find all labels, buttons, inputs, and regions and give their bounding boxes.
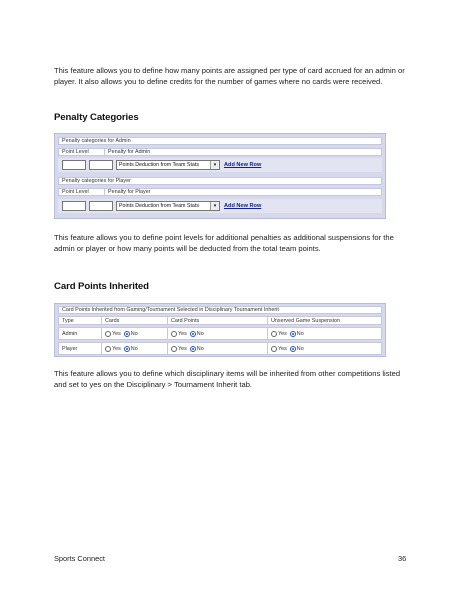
radio-label: No [130, 345, 138, 352]
admin-card-points-radios [168, 328, 268, 339]
admin-penalty-header [58, 148, 382, 156]
radio-label: Yes [178, 330, 187, 337]
player-penalty-select[interactable] [116, 201, 220, 211]
admin-unserved-radios [268, 328, 381, 339]
radio-label: No [296, 345, 304, 352]
admin-unserved-no-radio[interactable] [290, 331, 296, 337]
row-type-label: Admin [59, 328, 102, 339]
player-col-point-level: Point Level [59, 189, 105, 195]
player-unserved-no-radio[interactable] [290, 346, 296, 352]
radio-label: Yes [278, 330, 287, 337]
admin-col-point-level: Point Level [59, 149, 105, 155]
admin-penalty-select-value: Points Deduction from Team Stats [119, 162, 199, 168]
player-cards-no-radio[interactable] [124, 346, 130, 352]
player-point-level-input-2[interactable] [89, 201, 113, 211]
admin-penalty-select[interactable] [116, 160, 220, 170]
radio-label: No [296, 330, 304, 337]
player-unserved-yes-radio[interactable] [271, 346, 277, 352]
player-card-points-no-radio[interactable] [190, 346, 196, 352]
admin-penalty-input-row [58, 158, 382, 172]
chevron-down-icon: ▾ [210, 202, 219, 210]
radio-label: Yes [178, 345, 187, 352]
card-points-title: Card Points Inherited from Gaming/Tournament Selected in Disciplinary Tournament Inherit [58, 306, 382, 314]
row-type-label: Player [59, 343, 102, 354]
radio-label: Yes [112, 345, 121, 352]
admin-point-level-input-1[interactable] [62, 160, 86, 170]
card-points-row-admin [58, 327, 382, 340]
player-card-points-yes-radio[interactable] [171, 346, 177, 352]
chevron-down-icon: ▾ [210, 161, 219, 169]
inherit-paragraph: This feature allows you to define which disciplinary items will be inherited from other competitions listed and set to yes on the Disciplinary > Tournament Inherit tab. [54, 369, 401, 389]
player-add-new-row-link[interactable]: Add New Row [224, 203, 262, 209]
player-point-level-input-1[interactable] [62, 201, 86, 211]
player-penalty-title [58, 177, 382, 185]
admin-cards-yes-radio[interactable] [105, 331, 111, 337]
footer-brand: Sports Connect [54, 554, 105, 563]
card-points-heading: Card Points Inherited [54, 281, 149, 292]
player-penalty-header [58, 188, 382, 196]
radio-label: No [130, 330, 138, 337]
admin-add-new-row-link[interactable]: Add New Row [224, 162, 262, 168]
col-cards: Cards [102, 317, 168, 324]
admin-cards-no-radio[interactable] [124, 331, 130, 337]
player-unserved-radios [268, 343, 381, 354]
player-cards-yes-radio[interactable] [105, 346, 111, 352]
penalty-categories-heading: Penalty Categories [54, 112, 139, 123]
col-card-points: Card Points [168, 317, 268, 324]
admin-penalty-title-text: Penalty categories for Admin [62, 138, 131, 144]
player-cards-radios [102, 343, 168, 354]
penalty-paragraph: This feature allows you to define point levels for additional penalties as additional suspensions for the admin or player or how many points will be deducted from the total team points. [54, 233, 394, 253]
card-points-row-player [58, 342, 382, 355]
radio-label: No [196, 330, 204, 337]
col-unserved-suspension: Unserved Game Suspension [271, 317, 340, 324]
footer-page-number: 36 [398, 554, 407, 563]
admin-penalty-title [58, 137, 382, 145]
radio-label: No [196, 345, 204, 352]
card-points-header-row [58, 316, 382, 325]
player-col-penalty: Penalty for Player [108, 189, 151, 195]
intro-paragraph: This feature allows you to define how many points are assigned per type of card accrued for an admin or player. It also allows you to define credits for the number of games where no cards were received. [54, 66, 405, 86]
player-card-points-radios [168, 343, 268, 354]
card-points-panel [54, 303, 386, 357]
admin-unserved-yes-radio[interactable] [271, 331, 277, 337]
admin-cards-radios [102, 328, 168, 339]
player-penalty-select-value: Points Deduction from Team Stats [119, 203, 199, 209]
penalty-categories-panel [54, 133, 386, 219]
player-penalty-title-text: Penalty categories for Player [62, 178, 131, 184]
admin-card-points-yes-radio[interactable] [171, 331, 177, 337]
col-type: Type [59, 317, 102, 324]
player-penalty-input-row [58, 199, 382, 213]
radio-label: Yes [278, 345, 287, 352]
admin-point-level-input-2[interactable] [89, 160, 113, 170]
admin-col-penalty: Penalty for Admin [108, 149, 151, 155]
admin-card-points-no-radio[interactable] [190, 331, 196, 337]
radio-label: Yes [112, 330, 121, 337]
